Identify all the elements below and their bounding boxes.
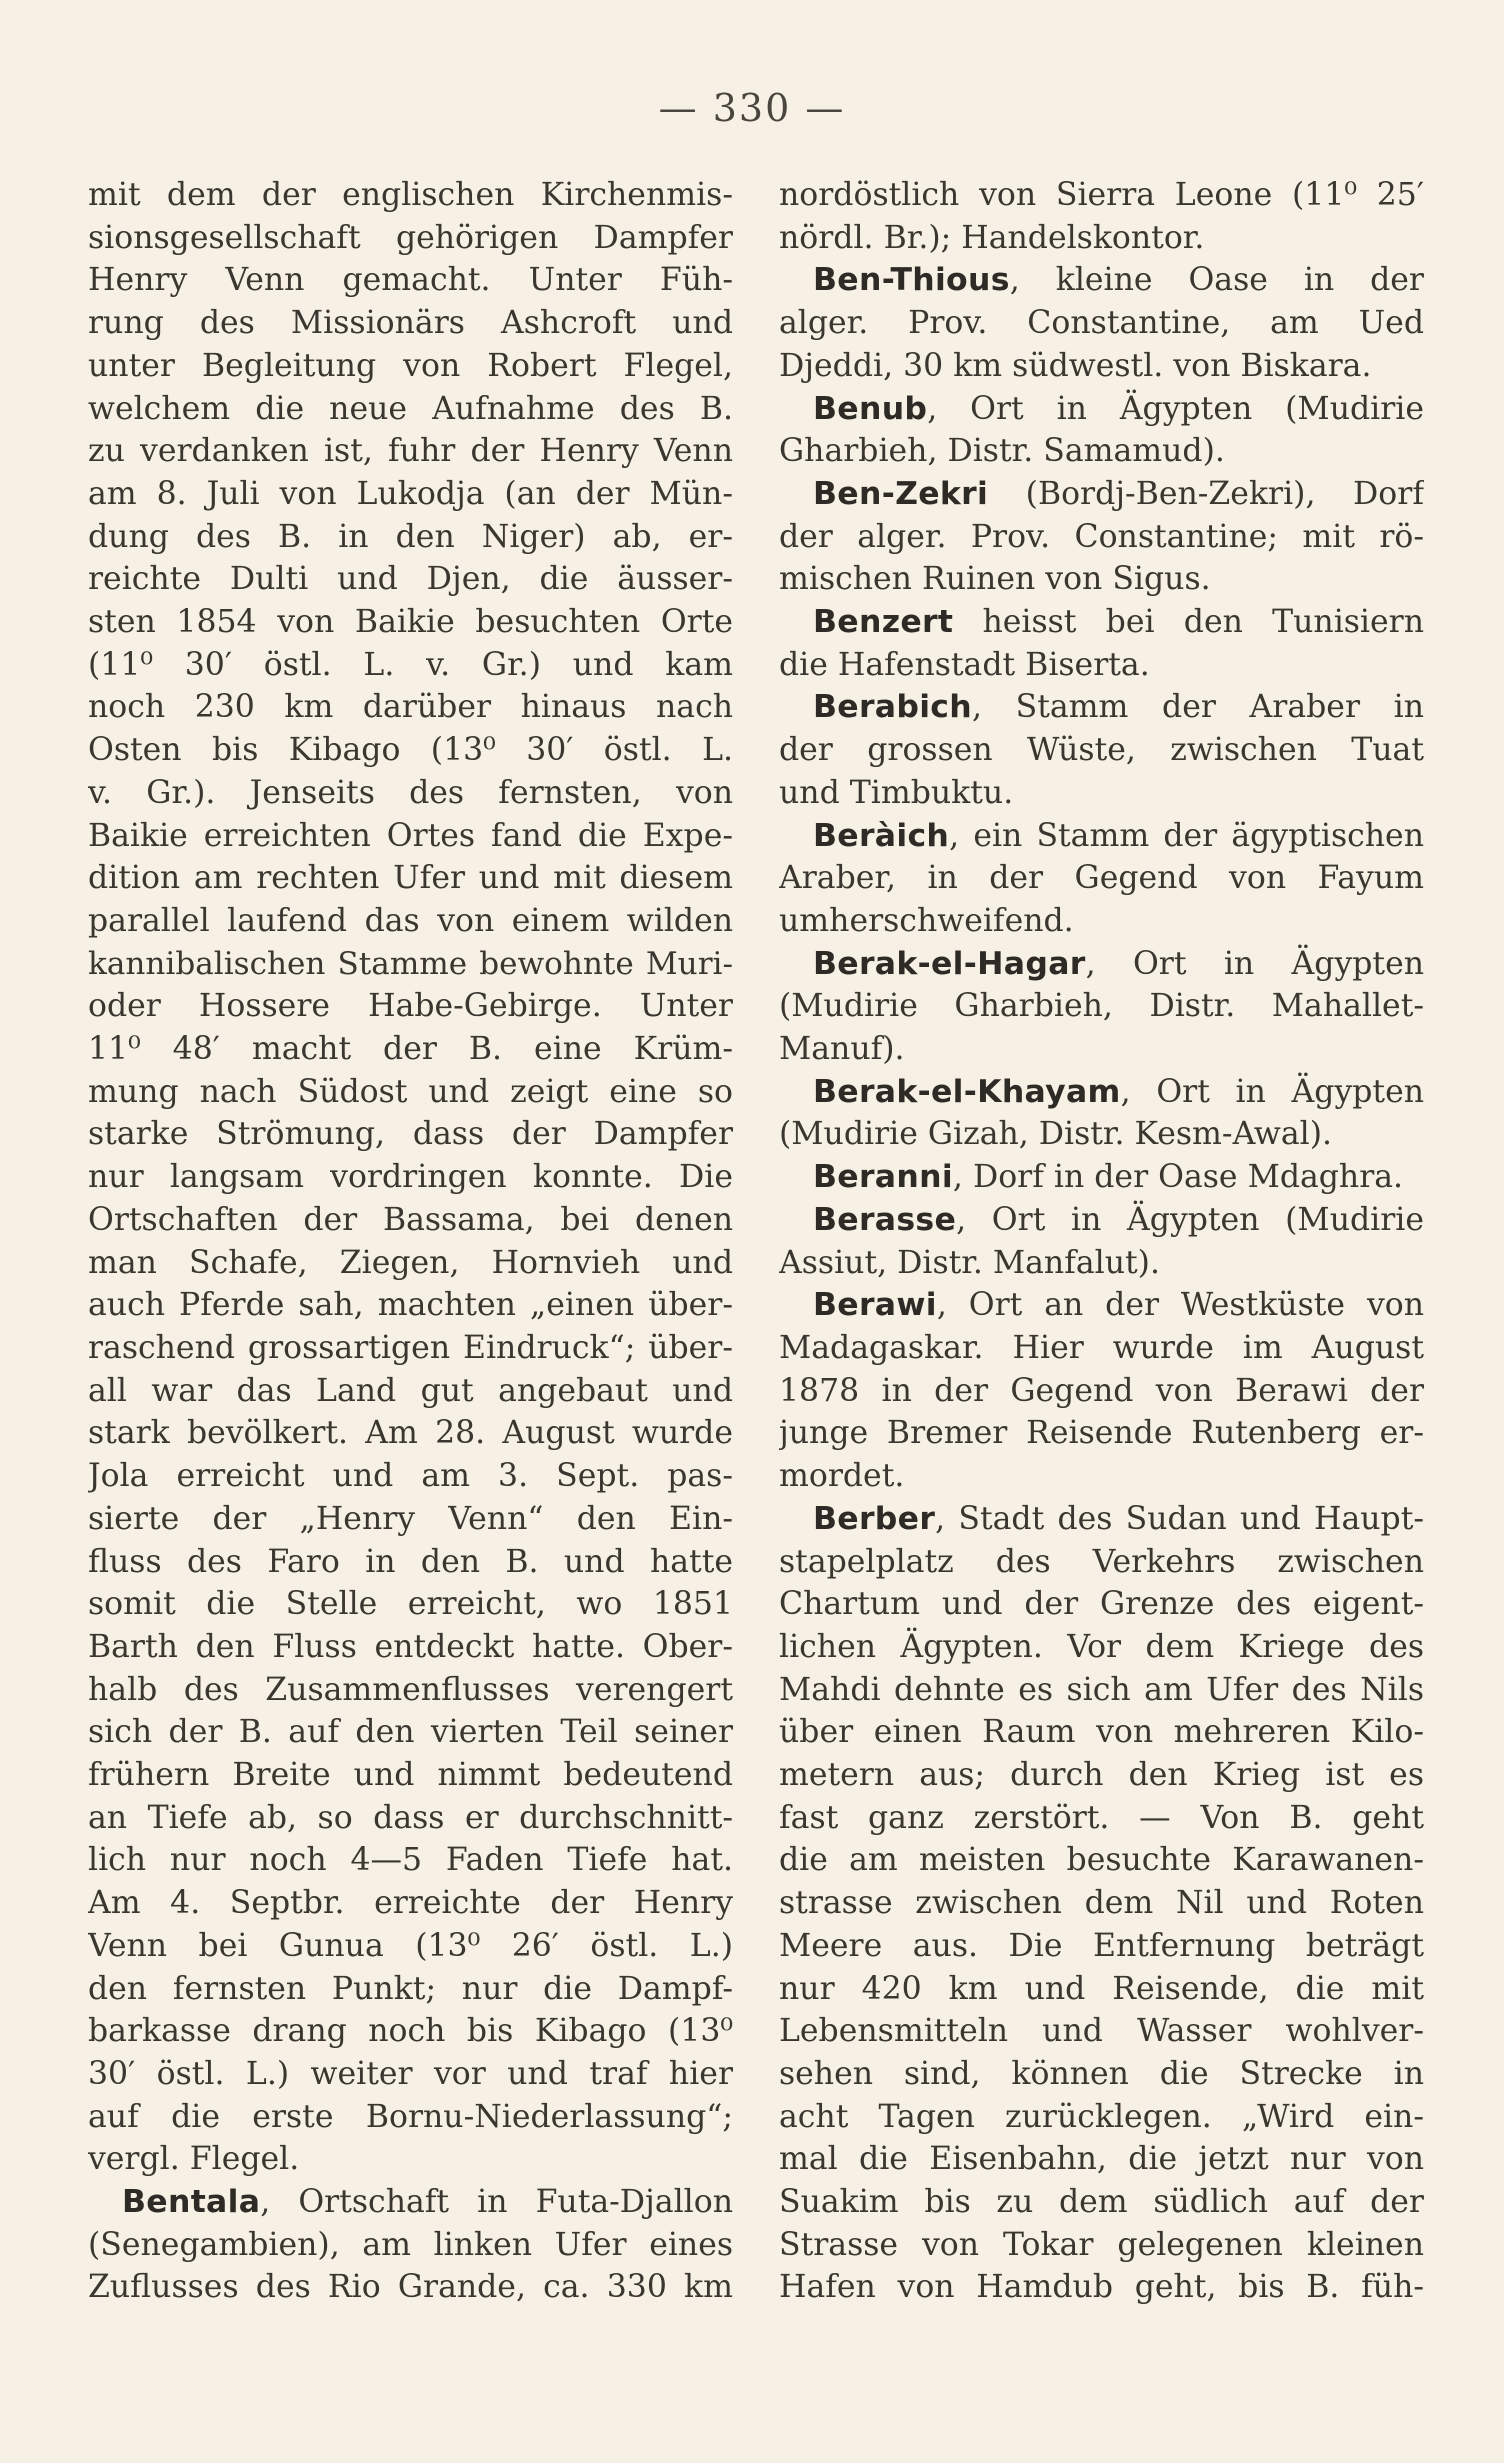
text-line bbox=[779, 2224, 1424, 2267]
line-text: all war das Land gut angebaut und bbox=[88, 1372, 733, 1409]
line-text: Osten bis Kibago (13⁰ 30′ östl. L. bbox=[88, 732, 733, 769]
text-line bbox=[779, 217, 1424, 260]
line-text: auf die erste Bornu-Niederlassung“; bbox=[88, 2098, 733, 2135]
entry-headword-line bbox=[779, 1284, 1424, 1327]
text-line bbox=[88, 2010, 733, 2053]
text-line bbox=[779, 2096, 1424, 2139]
text-line bbox=[88, 388, 733, 431]
line-text: Am 4. Septbr. erreichte der Henry bbox=[88, 1885, 733, 1922]
text-line bbox=[779, 2010, 1424, 2053]
line-text: , Stadt des Sudan und Haupt- bbox=[935, 1500, 1424, 1537]
text-line bbox=[779, 1455, 1424, 1498]
left-column bbox=[88, 174, 733, 2309]
entry-headword-line bbox=[779, 686, 1424, 729]
line-text: , Ort an der Westküste von bbox=[936, 1287, 1424, 1324]
line-text: der alger. Prov. Constantine; mit rö- bbox=[779, 518, 1424, 555]
entry-headword: Berawi bbox=[813, 1287, 937, 1324]
line-text: über einen Raum von mehreren Kilo- bbox=[779, 1714, 1424, 1751]
text-line bbox=[88, 943, 733, 986]
line-text: nordöstlich von Sierra Leone (11⁰ 25′ bbox=[779, 177, 1424, 213]
text-line bbox=[779, 1541, 1424, 1584]
line-text: und Timbuktu. bbox=[779, 774, 1014, 811]
line-text: Strasse von Tokar gelegenen kleinen bbox=[779, 2226, 1424, 2263]
line-text: sierte der „Henry Venn“ den Ein- bbox=[88, 1500, 733, 1537]
entry-headword: Ben-Zekri bbox=[813, 475, 989, 512]
text-line bbox=[88, 1242, 733, 1285]
entry-headword-line bbox=[779, 1071, 1424, 1114]
text-line bbox=[88, 1412, 733, 1455]
line-text: sten 1854 von Baikie besuchten Orte bbox=[88, 604, 733, 641]
line-text: Chartum und der Grenze des eigent- bbox=[779, 1586, 1424, 1623]
line-text: stark bevölkert. Am 28. August wurde bbox=[88, 1415, 733, 1452]
text-line bbox=[779, 729, 1424, 772]
text-line bbox=[779, 1370, 1424, 1413]
text-line bbox=[88, 729, 733, 772]
line-text: noch 230 km darüber hinaus nach bbox=[88, 689, 733, 726]
text-line bbox=[779, 1925, 1424, 1968]
line-text: stapelplatz des Verkehrs zwischen bbox=[779, 1543, 1424, 1580]
entry-headword: Berabich bbox=[813, 689, 973, 726]
line-text: Meere aus. Die Entfernung beträgt bbox=[779, 1927, 1424, 1964]
text-line bbox=[88, 815, 733, 858]
entry-headword: Berasse bbox=[813, 1201, 957, 1238]
text-line bbox=[779, 516, 1424, 559]
text-line bbox=[779, 1028, 1424, 1071]
entry-headword: Bentala bbox=[122, 2184, 261, 2221]
text-line bbox=[779, 1797, 1424, 1840]
line-text: welchem die neue Aufnahme des B. bbox=[88, 390, 733, 427]
line-text: umherschweifend. bbox=[779, 902, 1074, 939]
line-text: reichte Dulti und Djen, die äusser- bbox=[88, 561, 733, 598]
line-text: mung nach Südost und zeigt eine so bbox=[88, 1073, 733, 1110]
line-text: v. Gr.). Jenseits des fernsten, von bbox=[88, 774, 733, 811]
line-text: (Mudirie Gizah, Distr. Kesm-Awal). bbox=[779, 1116, 1333, 1153]
entry-headword-line bbox=[779, 943, 1424, 986]
line-text: dition am rechten Ufer und mit diesem bbox=[88, 860, 733, 897]
line-text: Jola erreicht und am 3. Sept. pas- bbox=[88, 1458, 733, 1495]
text-line bbox=[88, 2266, 733, 2309]
line-text: mordet. bbox=[779, 1458, 905, 1495]
text-line bbox=[88, 345, 733, 388]
line-text: 1878 in der Gegend von Berawi der bbox=[779, 1372, 1424, 1409]
entry-headword: Benub bbox=[813, 390, 928, 427]
text-line bbox=[88, 430, 733, 473]
entry-headword-line bbox=[779, 1498, 1424, 1541]
text-line bbox=[88, 1839, 733, 1882]
text-line bbox=[779, 174, 1424, 217]
entry-headword-line bbox=[779, 601, 1424, 644]
line-text: metern aus; durch den Krieg ist es bbox=[779, 1757, 1424, 1794]
line-text: lichen Ägypten. Vor dem Kriege des bbox=[779, 1628, 1424, 1665]
line-text: parallel laufend das von einem wilden bbox=[88, 902, 733, 939]
entry-headword-line bbox=[779, 1199, 1424, 1242]
text-line bbox=[88, 1156, 733, 1199]
text-line bbox=[779, 302, 1424, 345]
text-line bbox=[779, 1412, 1424, 1455]
line-text: der grossen Wüste, zwischen Tuat bbox=[779, 732, 1424, 769]
line-text: oder Hossere Habe-Gebirge. Unter bbox=[88, 988, 733, 1025]
text-line bbox=[88, 1455, 733, 1498]
line-text: Suakim bis zu dem südlich auf der bbox=[779, 2184, 1424, 2221]
line-text: Venn bei Gunua (13⁰ 26′ östl. L.) bbox=[88, 1927, 733, 1964]
text-line bbox=[779, 644, 1424, 687]
text-line bbox=[88, 1882, 733, 1925]
line-text: (11⁰ 30′ östl. L. v. Gr.) und kam bbox=[88, 646, 733, 683]
line-text: 30′ östl. L.) weiter vor und traf hier bbox=[88, 2055, 733, 2092]
text-line bbox=[779, 558, 1424, 601]
line-text: nur langsam vordringen konnte. Die bbox=[88, 1159, 733, 1196]
line-text: nördl. Br.); Handelskontor. bbox=[779, 219, 1205, 256]
text-line bbox=[88, 900, 733, 943]
entry-headword-line bbox=[779, 259, 1424, 302]
text-line bbox=[779, 345, 1424, 388]
text-line bbox=[88, 1754, 733, 1797]
text-line bbox=[88, 2138, 733, 2181]
text-line bbox=[779, 2138, 1424, 2181]
text-line bbox=[88, 558, 733, 601]
line-text: strasse zwischen dem Nil und Roten bbox=[779, 1885, 1424, 1922]
line-text: dung des B. in den Niger) ab, er- bbox=[88, 518, 733, 555]
line-text: nur 420 km und Reisende, die mit bbox=[779, 1970, 1424, 2007]
text-line bbox=[88, 857, 733, 900]
line-text: , ein Stamm der ägyptischen bbox=[949, 817, 1424, 854]
text-line bbox=[779, 900, 1424, 943]
line-text: , Ort in Ägypten (Mudirie bbox=[956, 1201, 1424, 1238]
line-text: sehen sind, können die Strecke in bbox=[779, 2055, 1424, 2092]
line-text: , Ort in Ägypten bbox=[1120, 1073, 1424, 1110]
line-text: fast ganz zerstört. — Von B. geht bbox=[779, 1799, 1424, 1836]
text-line bbox=[779, 1327, 1424, 1370]
text-line bbox=[779, 1754, 1424, 1797]
entry-headword: Berber bbox=[813, 1500, 936, 1537]
text-line bbox=[88, 1797, 733, 1840]
text-line bbox=[88, 217, 733, 260]
line-text: halb des Zusammenflusses verengert bbox=[88, 1671, 733, 1708]
line-text: Hafen von Hamdub geht, bis B. füh- bbox=[779, 2269, 1424, 2306]
text-line bbox=[779, 1113, 1424, 1156]
text-line bbox=[779, 985, 1424, 1028]
line-text: man Schafe, Ziegen, Hornvieh und bbox=[88, 1244, 733, 1281]
text-line bbox=[88, 1498, 733, 1541]
line-text: mit dem der englischen Kirchenmis- bbox=[88, 177, 733, 213]
line-text: starke Strömung, dass der Dampfer bbox=[88, 1116, 733, 1153]
entry-headword-line bbox=[779, 473, 1424, 516]
text-line bbox=[779, 857, 1424, 900]
line-text: den fernsten Punkt; nur die Dampf- bbox=[88, 1970, 733, 2007]
text-line bbox=[88, 1968, 733, 2011]
text-line bbox=[88, 1925, 733, 1968]
line-text: 11⁰ 48′ macht der B. eine Krüm- bbox=[88, 1031, 733, 1068]
text-line bbox=[88, 1327, 733, 1370]
text-line bbox=[88, 1711, 733, 1754]
line-text: , Dorf in der Oase Mdaghra. bbox=[952, 1159, 1404, 1196]
text-line bbox=[88, 516, 733, 559]
text-line bbox=[779, 1583, 1424, 1626]
line-text: kannibalischen Stamme bewohnte Muri- bbox=[88, 945, 733, 982]
text-line bbox=[88, 601, 733, 644]
line-text: Lebensmitteln und Wasser wohlver- bbox=[779, 2013, 1424, 2050]
text-line bbox=[779, 2053, 1424, 2096]
line-text: alger. Prov. Constantine, am Ued bbox=[779, 305, 1424, 342]
line-text: , kleine Oase in der bbox=[1009, 262, 1424, 299]
entry-headword-line bbox=[779, 388, 1424, 431]
line-text: Henry Venn gemacht. Unter Füh- bbox=[88, 262, 733, 299]
text-line bbox=[88, 2224, 733, 2267]
text-line bbox=[88, 772, 733, 815]
entry-headword-line bbox=[88, 2181, 733, 2224]
text-line bbox=[88, 473, 733, 516]
line-text: Barth den Fluss entdeckt hatte. Ober- bbox=[88, 1628, 733, 1665]
line-text: heisst bei den Tunisiern bbox=[953, 604, 1424, 641]
entry-headword-line bbox=[779, 815, 1424, 858]
line-text: sich der B. auf den vierten Teil seiner bbox=[88, 1714, 733, 1751]
line-text: acht Tagen zurücklegen. „Wird ein- bbox=[779, 2098, 1424, 2135]
line-text: sionsgesellschaft gehörigen Dampfer bbox=[88, 219, 733, 256]
line-text: unter Begleitung von Robert Flegel, bbox=[88, 347, 733, 384]
line-text: (Senegambien), am linken Ufer eines bbox=[88, 2226, 733, 2263]
line-text: , Ortschaft in Futa-Djallon bbox=[260, 2184, 733, 2221]
line-text: (Mudirie Gharbieh, Distr. Mahallet- bbox=[779, 988, 1424, 1025]
line-text: Baikie erreichten Ortes fand die Expe- bbox=[88, 817, 733, 854]
text-line bbox=[88, 686, 733, 729]
line-text: Djeddi, 30 km südwestl. von Biskara. bbox=[779, 347, 1372, 384]
text-line bbox=[779, 1669, 1424, 1712]
text-line bbox=[88, 1028, 733, 1071]
line-text: auch Pferde sah, machten „einen über- bbox=[88, 1287, 733, 1324]
line-text: vergl. Flegel. bbox=[88, 2141, 300, 2178]
text-line bbox=[88, 1669, 733, 1712]
line-text: am 8. Juli von Lukodja (an der Mün- bbox=[88, 475, 733, 512]
entry-headword: Berak-el-Hagar bbox=[813, 945, 1086, 982]
right-column bbox=[779, 174, 1424, 2309]
line-text: , Stamm der Araber in bbox=[972, 689, 1424, 726]
line-text: somit die Stelle erreicht, wo 1851 bbox=[88, 1586, 733, 1623]
text-line bbox=[88, 985, 733, 1028]
text-line bbox=[779, 772, 1424, 815]
line-text: fluss des Faro in den B. und hatte bbox=[88, 1543, 733, 1580]
line-text: Assiut, Distr. Manfalut). bbox=[779, 1244, 1160, 1281]
line-text: frühern Breite und nimmt bedeutend bbox=[88, 1757, 733, 1794]
text-line bbox=[779, 1626, 1424, 1669]
line-text: Madagaskar. Hier wurde im August bbox=[779, 1329, 1424, 1366]
text-line bbox=[779, 2266, 1424, 2309]
line-text: junge Bremer Reisende Rutenberg er- bbox=[779, 1415, 1424, 1452]
page-number: — 330 — bbox=[658, 86, 846, 130]
line-text: mal die Eisenbahn, die jetzt nur von bbox=[779, 2141, 1424, 2178]
line-text: Mahdi dehnte es sich am Ufer des Nils bbox=[779, 1671, 1424, 1708]
entry-headword: Ben-Thious bbox=[813, 262, 1010, 299]
text-line bbox=[779, 1968, 1424, 2011]
text-line bbox=[88, 1284, 733, 1327]
line-text: Manuf). bbox=[779, 1031, 905, 1068]
text-line bbox=[779, 430, 1424, 473]
line-text: Gharbieh, Distr. Samamud). bbox=[779, 433, 1225, 470]
line-text: an Tiefe ab, so dass er durchschnitt- bbox=[88, 1799, 733, 1836]
line-text: Araber, in der Gegend von Fayum bbox=[779, 860, 1424, 897]
entry-headword: Beràich bbox=[813, 817, 950, 854]
text-line bbox=[88, 302, 733, 345]
line-text: die am meisten besuchte Karawanen- bbox=[779, 1842, 1424, 1879]
text-line bbox=[88, 1541, 733, 1584]
line-text: zu verdanken ist, fuhr der Henry Venn bbox=[88, 433, 733, 470]
text-line bbox=[88, 174, 733, 217]
text-line bbox=[88, 644, 733, 687]
text-line bbox=[88, 1113, 733, 1156]
line-text: mischen Ruinen von Sigus. bbox=[779, 561, 1211, 598]
text-line bbox=[779, 2181, 1424, 2224]
text-line bbox=[779, 1839, 1424, 1882]
entry-headword: Berak-el-Khayam bbox=[813, 1073, 1121, 1110]
entry-headword-line bbox=[779, 1156, 1424, 1199]
text-line bbox=[88, 259, 733, 302]
text-line bbox=[88, 1583, 733, 1626]
entry-headword: Benzert bbox=[813, 604, 954, 641]
line-text: lich nur noch 4—5 Faden Tiefe hat. bbox=[88, 1842, 733, 1879]
line-text: , Ort in Ägypten (Mudirie bbox=[927, 390, 1424, 427]
line-text: raschend grossartigen Eindruck“; über- bbox=[88, 1329, 733, 1366]
text-line bbox=[88, 1199, 733, 1242]
text-line bbox=[88, 2053, 733, 2096]
line-text: Ortschaften der Bassama, bei denen bbox=[88, 1201, 733, 1238]
entry-headword: Beranni bbox=[813, 1159, 953, 1196]
line-text: die Hafenstadt Biserta. bbox=[779, 646, 1150, 683]
text-line bbox=[88, 1071, 733, 1114]
line-text: (Bordj-Ben-Zekri), Dorf bbox=[988, 475, 1424, 512]
text-line bbox=[88, 1626, 733, 1669]
text-line bbox=[779, 1882, 1424, 1925]
line-text: barkasse drang noch bis Kibago (13⁰ bbox=[88, 2013, 733, 2050]
line-text: Zuflusses des Rio Grande, ca. 330 km bbox=[88, 2269, 733, 2306]
text-line bbox=[88, 1370, 733, 1413]
text-line bbox=[88, 2096, 733, 2139]
line-text: rung des Missionärs Ashcroft und bbox=[88, 305, 733, 342]
line-text: , Ort in Ägypten bbox=[1085, 945, 1424, 982]
text-line bbox=[779, 1711, 1424, 1754]
text-line bbox=[779, 1242, 1424, 1285]
